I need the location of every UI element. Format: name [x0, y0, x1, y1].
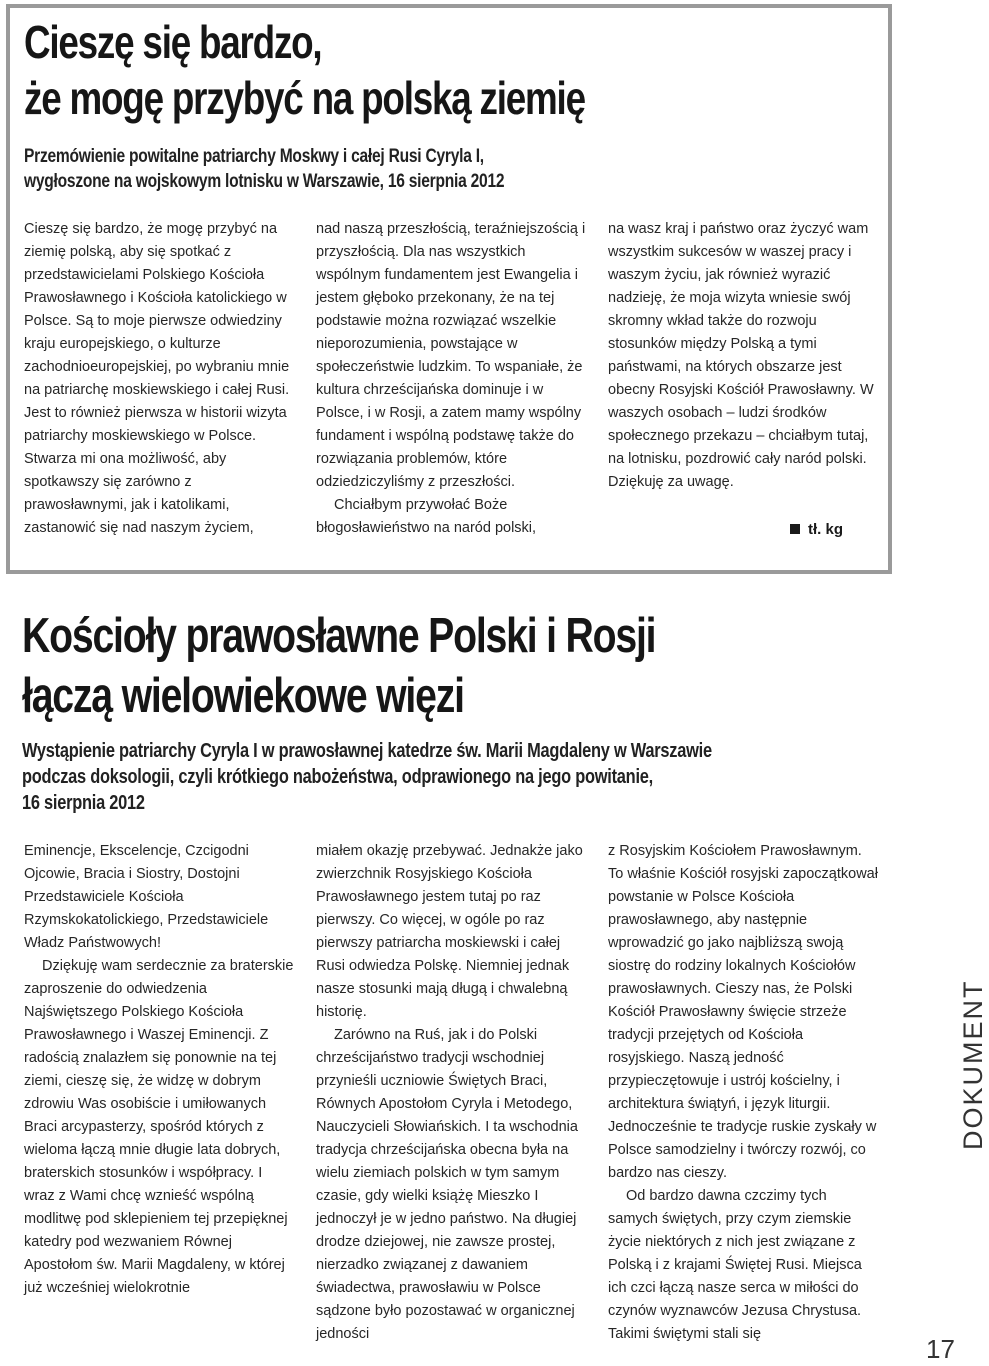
- article-2-column-3: [608, 840, 880, 1346]
- article-2-subtitle: [22, 738, 712, 816]
- paragraph: Cieszę się bardzo, że mogę przybyć na ziemię polską, aby się spotkać z przedstawicielami Polskiego Kościoła Prawosławnego i Kościoła katolickiego w Polsce. Są to moje pierwsze odwiedziny kraju europejskiego, o kulturze zachodnioeuropejskiej, po wybraniu mnie na patriarchę moskiewskiego i całej Rusi. Jest to również pierwsza w historii wizyta patriarchy moskiewskiego w Polsce. Stwarza mi ona możliwość, aby spotkawszy się zarówno z prawosławnymi, jak i katolikami, zastanowić się nad naszym życiem,: [24, 221, 290, 536]
- article-1-title: [24, 14, 585, 126]
- article-1-column-2: [316, 218, 588, 540]
- article-2-column-2: [316, 840, 588, 1346]
- paragraph: Chciałbym przywołać Boże błogosławieństwo na naród polski,: [316, 497, 537, 536]
- section-label: DOKUMENT: [958, 979, 988, 1150]
- article-1-title-line: że mogę przybyć na polską ziemię: [24, 72, 585, 124]
- article-2-title: [22, 606, 655, 726]
- page-number: 17: [926, 1334, 955, 1364]
- paragraph: Od bardzo dawna czczimy tych samych świętych, przy czym ziemskie życie niektórych z nich jest związane z Polską i z krajami Świętej Rusi. Miejsca ich czci łączą nasze serca w miłości do czynów wyznawców Jezusa Chrystusa. Takimi świętymi stali się: [608, 1188, 862, 1342]
- paragraph: Zarówno na Ruś, jak i do Polski chrześcijaństwo tradycji wschodniej przynieśli uczniowie Świętych Braci, Równych Apostołom Cyryla i Metodego, Nauczycieli Słowiańskich. I ta wschodnia tradycja chrześcijańska obecna była na wielu ziemiach polskich w tym samym czasie, gdy wielki książę Mieszko I jednoczył je w jedno państwo. Na długiej drodze dziejowej, nie zawsze prostej, nierzadko związanej z dawaniem świadectwa, prawosławiu w Polsce sądzone było pozostawać w organicznej jedności: [316, 1027, 578, 1342]
- article-1-column-3: [608, 218, 880, 494]
- article-2-subtitle-line: 16 sierpnia 2012: [22, 792, 145, 814]
- article-2-title-line: Kościoły prawosławne Polski i Rosji: [22, 609, 656, 663]
- paragraph: Eminencje, Ekscelencje, Czcigodni Ojcowie, Bracia i Siostry, Dostojni Przedstawiciele Kościoła Rzymskokatolickiego, Przedstawiciele Władz Państwowych!: [24, 843, 269, 951]
- article-2-subtitle-line: podczas doksologii, czyli krótkiego nabożeństwa, odprawionego na jego powitanie,: [22, 766, 653, 788]
- article-2-column-1: [24, 840, 296, 1300]
- article-1-subtitle-line: Przemówienie powitalne patriarchy Moskwy i całej Rusi Cyryla I,: [24, 146, 484, 167]
- article-2-subtitle-line: Wystąpienie patriarchy Cyryla I w prawosławnej katedrze św. Marii Magdaleny w Warszawie: [22, 740, 712, 762]
- signature-text: tł. kg: [808, 521, 844, 538]
- paragraph: Dziękuję wam serdecznie za braterskie zaproszenie do odwiedzenia Najświętszego Polskiego Kościoła Prawosławnego i Waszej Eminencji. Z radością znalazłem się ponownie na tej ziemi, cieszę się, że widzę w dobrym zdrowiu Was osobiście i umiłowanych Braci arcypasterzy, spośród których z wieloma łączą mnie długie lata dobrych, braterskich stosunków i współpracy. I wraz z Wami chcę wznieść wspólną modlitwę pod sklepieniem tej przepięknej katedry pod wezwaniem Równej Apostołom św. Marii Magdaleny, w której już wcześniej wielokrotnie: [24, 958, 294, 1296]
- article-1-title-line: Cieszę się bardzo,: [24, 16, 322, 68]
- paragraph: na wasz kraj i państwo oraz życzyć wam wszystkim sukcesów w waszej pracy i waszym życiu, jak również wyrazić nadzieję, że moja wizyta wniesie swój skromny wkład także do rozwoju stosunków między Polską a tymi państwami, na których obszarze jest obecny Rosyjski Kościół Prawosławny. W waszych osobach – ludzi środków społecznego przekazu – chciałbym tutaj, na lotnisku, pozdrowić cały naród polski. Dziękuję za uwagę.: [608, 221, 874, 490]
- article-1-signature: [790, 518, 843, 541]
- paragraph: nad naszą przeszłością, teraźniejszością i przyszłością. Dla nas wszystkich wspólnym fundamentem jest Ewangelia i jestem głęboko przekonany, że na tej podstawie można rozwiązać wszelkie nieporozumienia, powstające w społeczeństwie ludzkim. To wspaniałe, że kultura chrześcijańska dominuje i w Polsce, i w Rosji, a zatem mamy wspólny fundament i wspólną podstawę także do rozwiązania problemów, które odziedziczyliśmy z przeszłości.: [316, 221, 586, 490]
- end-mark-icon: [790, 524, 800, 534]
- article-1-subtitle-line: wygłoszone na wojskowym lotnisku w Warszawie, 16 sierpnia 2012: [24, 171, 505, 192]
- article-1-column-1: [24, 218, 296, 540]
- paragraph: z Rosyjskim Kościołem Prawosławnym. To właśnie Kościół rosyjski zapoczątkował powstanie w Polsce Kościoła prawosławnego, aby następnie wprowadzić go jako najbliższą swoją siostrę do rodziny lokalnych Kościołów prawosławnych. Cieszy nas, że Polski Kościół Prawosławny święcie strzeże tradycji przejętych od Kościoła rosyjskiego. Naszą jedność przypieczętowuje i ustrój kościelny, i architektura świątyń, i język liturgii. Jednocześnie te tradycje ruskie zyskały w Polsce samodzielny i twórczy rozwój, co bardzo nas cieszy.: [608, 843, 878, 1181]
- article-2-title-line: łączą wielowiekowe więzi: [22, 669, 464, 723]
- paragraph: miałem okazję przebywać. Jednakże jako zwierzchnik Rosyjskiego Kościoła Prawosławnego jestem tutaj po raz pierwszy. Co więcej, w ogóle po raz pierwszy patriarcha moskiewski i całej Rusi odwiedza Polskę. Niemniej jednak nasze stosunki mają długą i chwalebną historię.: [316, 843, 583, 1020]
- article-1-subtitle: [24, 144, 504, 194]
